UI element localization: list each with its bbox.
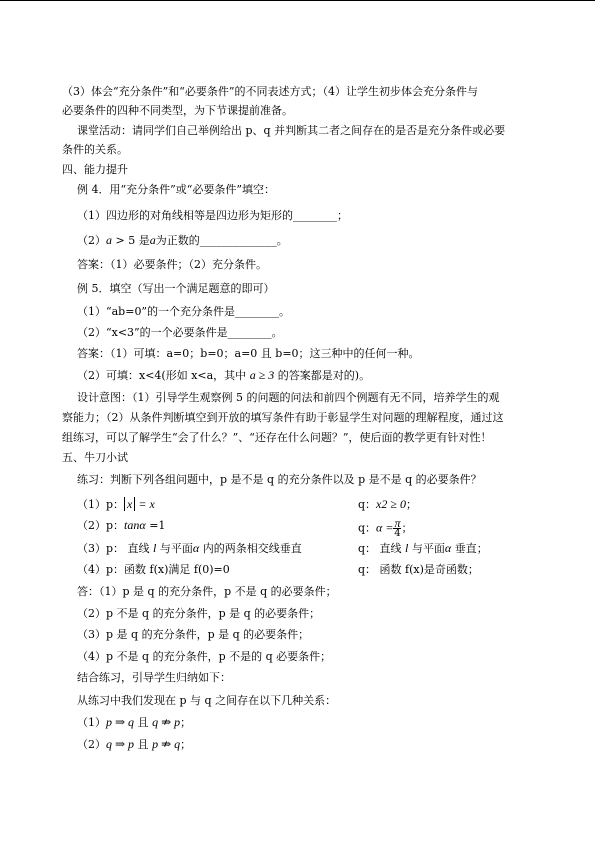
design-intent-line1: 设计意图：（1）引导学生观察例 5 的问题的问法和前四个例题有无不同，培养学生的观	[77, 391, 500, 404]
paragraph-goals-line2: 必要条件的四种不同类型，为下节课提前准备。	[62, 104, 293, 117]
practice-answer-3: （3）p 是 q 的充分条件，p 是 q 的必要条件；	[77, 628, 310, 641]
example-5-title: 例 5．填空（写出一个满足题意的即可）	[77, 282, 275, 295]
section-heading-5: 五、牛刀小试	[62, 451, 128, 464]
example-5-item-1: （1）“ab=0”的一个充分条件是________。	[77, 305, 291, 318]
practice-answer-1: 答：（1）p 是 q 的充分条件，p 不是 q 的必要条件；	[77, 585, 337, 598]
paragraph-activity-line2: 条件的关系。	[62, 143, 128, 156]
example-4-item-2: （2）a > 5 是a为正数的______________。	[77, 233, 288, 247]
paragraph-activity-line1: 课堂活动：请同学们自己举例给出 p、q 并判断其二者之间存在的是否是充分条件或必要	[77, 124, 506, 137]
practice-2-p: （2）p：tanα =1	[77, 518, 166, 532]
practice-3-q: q： 直线 l 与平面α 垂直；	[358, 541, 488, 555]
practice-4-p: （4）p：函数 f(x)满足 f(0)=0	[77, 563, 230, 576]
section-heading-4: 四、能力提升	[62, 163, 128, 176]
example-4-title: 例 4．用“充分条件”或“必要条件”填空：	[77, 183, 275, 196]
practice-4-q: q： 函数 f(x)是奇函数；	[358, 563, 479, 576]
example-4-item-1: （1）四边形的对角线相等是四边形为矩形的________；	[77, 209, 348, 222]
relation-1: （1）p ⇒ q 且 q ⇏ p；	[77, 715, 192, 729]
practice-3-p: （3）p： 直线 l 与平面α 内的两条相交线垂直	[77, 541, 302, 555]
design-intent-line2: 察能力；（2）从条件判断填空到开放的填写条件有助于彰显学生对问题的理解程度，通过这	[62, 411, 504, 424]
design-intent-line3: 组练习，可以了解学生“会了什么？”、“还存在什么问题？”，使后面的教学更有针对性！	[62, 431, 492, 444]
example-4-answer: 答案：（1）必要条件；（2）充分条件。	[77, 258, 267, 271]
practice-1-p: （1）p： x = x	[77, 497, 155, 511]
example-5-answer-1: 答案：（1）可填：a=0；b=0；a=0 且 b=0；这三种中的任何一种。	[77, 347, 420, 360]
pi-over-4-fraction: $\frac{\pi}{4}$	[394, 516, 401, 539]
practice-question: 练习：判断下列各组问题中，p 是不是 q 的充分条件以及 p 是不是 q 的必要条件？	[77, 473, 482, 486]
example-5-answer-2: （2）可填：x<4(形如 x<a，其中 a ≥ 3 的答案都是对的)。	[77, 368, 371, 382]
practice-answer-2: （2）p 不是 q 的充分条件，p 是 q 的必要条件；	[77, 607, 321, 620]
relation-2: （2）q ⇒ p 且 p ⇏ q；	[77, 737, 192, 751]
practice-1-q: q：x2 ≥ 0；	[358, 497, 417, 511]
paragraph-goals-line1: （3）体会“充分条件”和“必要条件”的不同表述方式；（4）让学生初步体会充分条件与	[62, 85, 478, 98]
summary-intro: 结合练习，引导学生归纳如下：	[77, 671, 231, 684]
header-rule	[0, 0, 595, 1]
practice-answer-4: （4）p 不是 q 的充分条件，p 不是的 q 必要条件；	[77, 650, 332, 663]
example-5-item-2: （2）“x<3”的一个必要条件是________。	[77, 326, 283, 339]
summary-relations: 从练习中我们发现在 p 与 q 之间存在以下几种关系：	[77, 694, 337, 707]
practice-2-q: q：α = $\frac{\pi}{4}$ ；	[358, 516, 413, 539]
